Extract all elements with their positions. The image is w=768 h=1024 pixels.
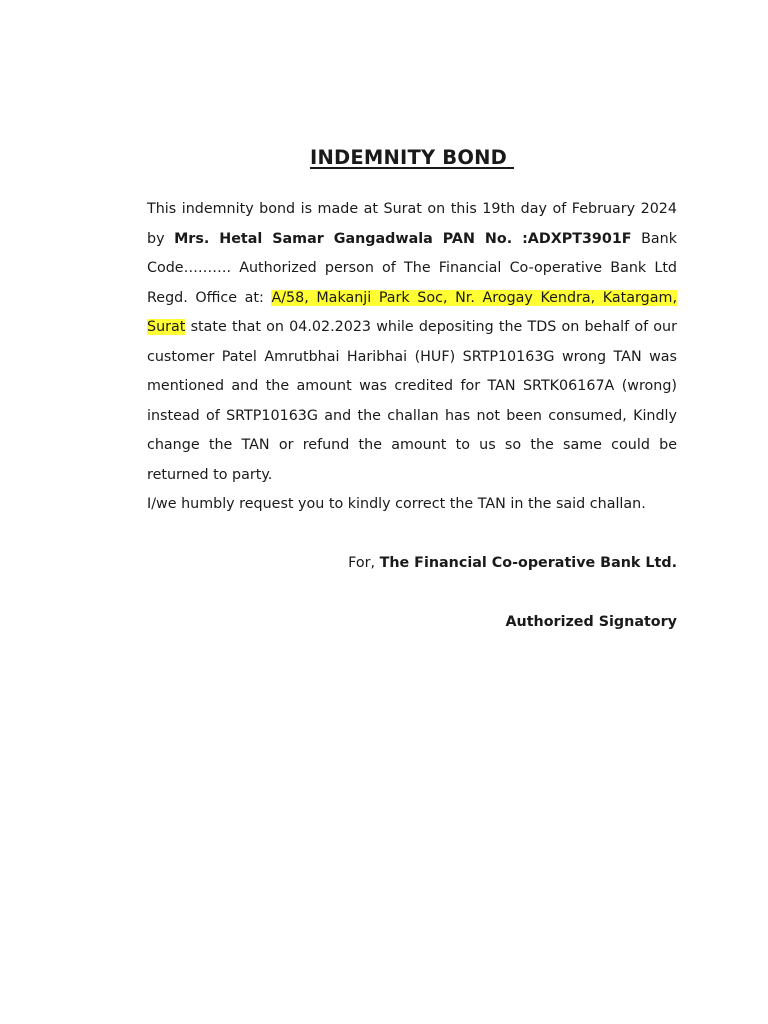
request-line: I/we humbly request you to kindly correct the TAN in the said challan. — [147, 496, 646, 512]
bank-name: The Financial Co-operative Bank Ltd. — [379, 555, 677, 571]
body-text-part2: Bank Code………. Authorized person of The Financial Co-operative Bank Ltd Regd. Office at: — [147, 230, 677, 306]
highlighted-address: A/58, Makanji Park Soc, Nr. Arogay Kendra, Katargam, Surat — [147, 289, 677, 335]
body-text-part1: This indemnity bond is made at Surat on this 19th day of February 2024 by — [147, 201, 677, 247]
signer-name-pan: Mrs. Hetal Samar Gangadwala PAN No. :ADXPT3901F — [174, 230, 632, 247]
for-bank-line — [147, 549, 677, 579]
document-title: INDEMNITY BOND — [309, 146, 514, 169]
for-prefix: For, — [348, 555, 380, 571]
bond-body-paragraph — [147, 195, 677, 490]
authorized-signatory: Authorized Signatory — [505, 614, 677, 630]
body-text-part3: state that on 04.02.2023 while depositing the TDS on behalf of our customer Patel Amrutbhai Haribhai (HUF) SRTP10163G wrong TAN was mentioned and the amount was credited for TAN SRTK06167A (wrong) instead of SRTP10163G and the challan has not been consumed, Kindly change the TAN or refund the amount to us so the same could be returned to party. — [147, 319, 677, 483]
